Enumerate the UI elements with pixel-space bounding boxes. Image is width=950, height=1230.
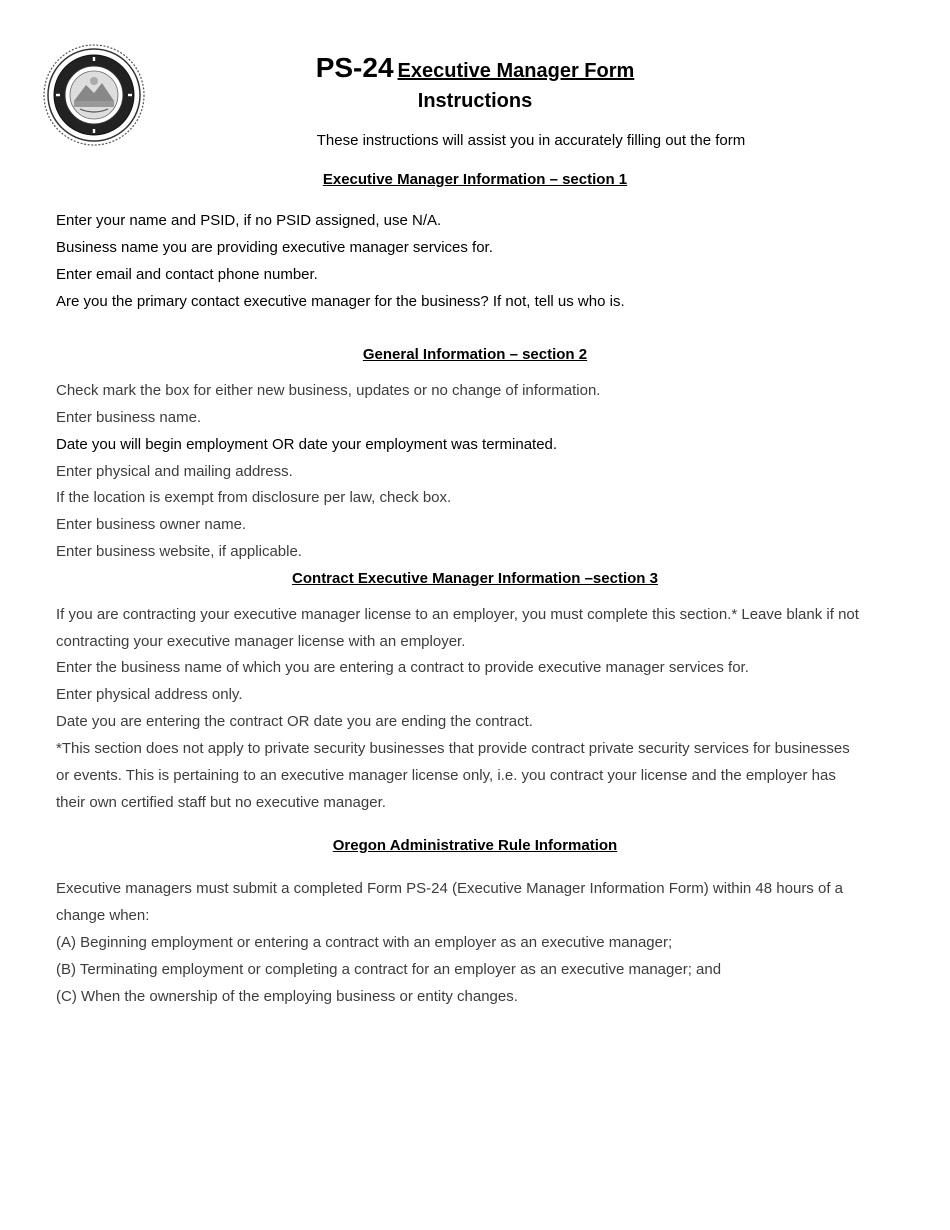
- section2-line: Enter business name.: [56, 409, 202, 426]
- section1-heading: Executive Manager Information – section 1: [322, 171, 628, 188]
- section2-heading: General Information – section 2: [362, 346, 588, 363]
- section1-line: Enter your name and PSID, if no PSID assigned, use N/A.: [56, 212, 442, 229]
- section3-line: If you are contracting your executive manager license to an employer, you must complete this section.* Leave blank if not: [56, 606, 859, 623]
- section2-line: Enter business website, if applicable.: [56, 543, 302, 560]
- page-subtitle: Instructions: [417, 90, 533, 112]
- section1-line: Business name you are providing executive manager services for.: [56, 239, 493, 256]
- section2-line: Check mark the box for either new business, updates or no change of information.: [56, 382, 601, 399]
- section3-line: or events. This is pertaining to an executive manager license only, i.e. you contract your license and the employer has: [56, 767, 836, 784]
- section2-line: If the location is exempt from disclosure per law, check box.: [56, 489, 452, 506]
- section3-line: Enter the business name of which you are entering a contract to provide executive manager services for.: [56, 659, 749, 676]
- section1-line: Enter email and contact phone number.: [56, 266, 318, 283]
- section2-line: Enter business owner name.: [56, 516, 247, 533]
- section3-line: *This section does not apply to private security businesses that provide contract private security services for businesses: [56, 740, 850, 757]
- rules-line: (B) Terminating employment or completing a contract for an employer as an executive manager; and: [56, 961, 722, 978]
- section3-line: Enter physical address only.: [56, 686, 243, 703]
- section3-heading: Contract Executive Manager Information –section 3: [292, 570, 658, 587]
- section3-line: their own certified staff but no executive manager.: [56, 794, 386, 811]
- rules-heading: Oregon Administrative Rule Information: [332, 837, 618, 854]
- rules-line: (A) Beginning employment or entering a contract with an employer as an executive manager;: [56, 934, 673, 951]
- form-code: PS-24: [315, 52, 394, 83]
- rules-line: (C) When the ownership of the employing business or entity changes.: [56, 988, 518, 1005]
- section2-line: Date you will begin employment OR date your employment was terminated.: [56, 436, 558, 453]
- rules-line: change when:: [56, 907, 150, 924]
- section2-line: Enter physical and mailing address.: [56, 463, 293, 480]
- section3-line: contracting your executive manager license with an employer.: [56, 633, 466, 650]
- section1-line: Are you the primary contact executive manager for the business? If not, tell us who is.: [56, 293, 625, 310]
- form-title: [0, 52, 950, 84]
- form-name: Executive Manager Form: [397, 60, 635, 82]
- section3-line: Date you are entering the contract OR date you are ending the contract.: [56, 713, 533, 730]
- intro-text: These instructions will assist you in accurately filling out the form: [316, 132, 746, 149]
- rules-line: Executive managers must submit a completed Form PS-24 (Executive Manager Information Form) within 48 hours of a: [56, 880, 843, 897]
